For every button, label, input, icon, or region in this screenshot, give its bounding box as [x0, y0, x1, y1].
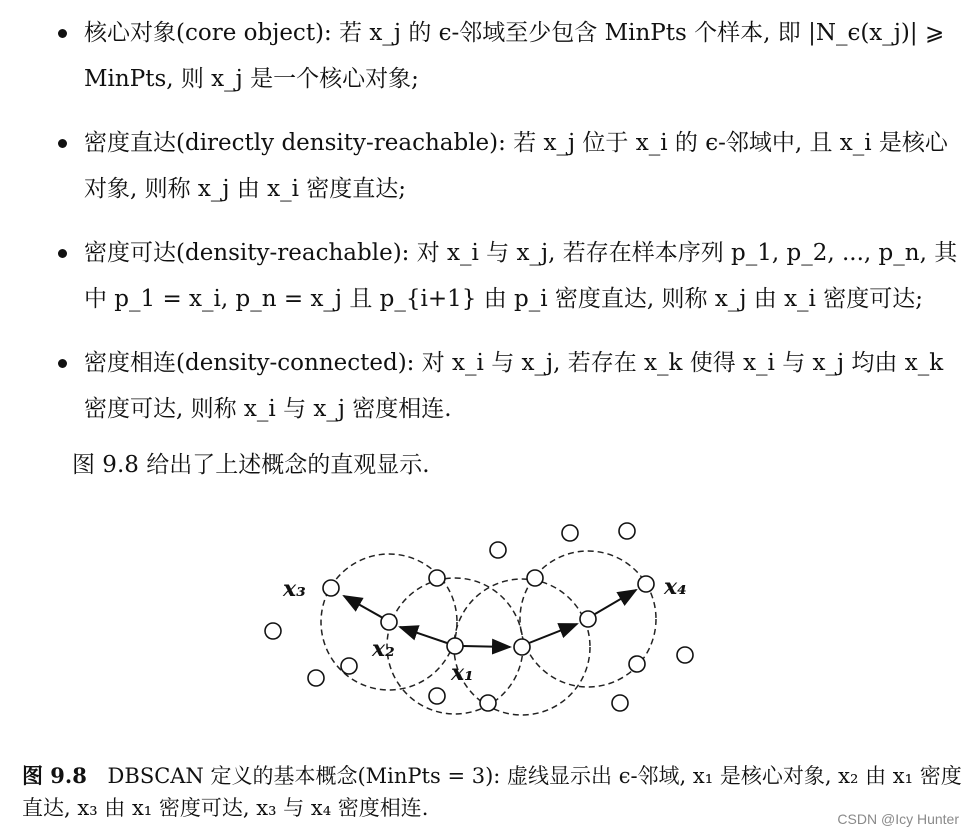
figure-reference-paragraph: 图 9.8 给出了上述概念的直观显示. [72, 452, 430, 478]
arrow-x1-to-p [463, 646, 510, 647]
caption-text: DBSCAN 定义的基本概念(MinPts = 3): 虚线显示出 ϵ-邻域, x₁ 是核心对象, x₂ 由 x₁ 密度直达, x₃ 由 x₁ 密度可达, x₃ 与 x₄ 密度相连. [22, 764, 962, 820]
sample-point [490, 542, 506, 558]
label-x1: x₁ [451, 660, 474, 686]
sample-point [429, 688, 445, 704]
bullet-icon [58, 359, 67, 368]
point-x4 [638, 576, 654, 592]
label-x3: x₃ [283, 576, 306, 602]
caption-label: 图 9.8 [22, 763, 87, 788]
sample-point [429, 570, 445, 586]
definition-density-connected [58, 340, 958, 432]
definition-text: 核心对象(core object): 若 x_j 的 ϵ-邻域至少包含 MinPts 个样本, 即 |N_ϵ(x_j)| ⩾ MinPts, 则 x_j 是一个核心对象; [84, 20, 945, 92]
arrow-q-to-x4 [595, 590, 636, 614]
arrow-x1-to-x2 [400, 627, 447, 643]
arrow-p-to-q [529, 624, 577, 643]
point-p [514, 639, 530, 655]
sample-point [612, 695, 628, 711]
sample-point [308, 670, 324, 686]
definition-density-reachable [58, 230, 958, 322]
sample-point [677, 647, 693, 663]
label-x4: x₄ [664, 574, 687, 600]
figure-caption [22, 760, 962, 824]
sample-point [619, 523, 635, 539]
bullet-icon [58, 139, 67, 148]
sample-point [527, 570, 543, 586]
sample-point [480, 695, 496, 711]
dbscan-figure [0, 500, 973, 740]
point-x1 [447, 638, 463, 654]
sample-point [629, 656, 645, 672]
label-x2: x₂ [372, 636, 395, 662]
watermark: CSDN @Icy Hunter [837, 811, 959, 827]
point-q [580, 611, 596, 627]
definition-text: 密度可达(density-reachable): 对 x_i 与 x_j, 若存在样本序列 p_1, p_2, ..., p_n, 其中 p_1 = x_i, p_n = x_j 且 p_{i+1} 由 p_i 密度直达, 则称 x_j 由 x_i 密度可达; [84, 240, 958, 312]
definition-text: 密度相连(density-connected): 对 x_i 与 x_j, 若存在 x_k 使得 x_i 与 x_j 均由 x_k 密度可达, 则称 x_i 与 x_j 密度相连. [84, 350, 944, 422]
definition-list [58, 10, 958, 450]
definition-text: 密度直达(directly density-reachable): 若 x_j 位于 x_i 的 ϵ-邻域中, 且 x_i 是核心对象, 则称 x_j 由 x_i 密度直达; [84, 130, 948, 202]
bullet-icon [58, 249, 67, 258]
bullet-icon [58, 29, 67, 38]
dbscan-diagram [0, 500, 973, 740]
sample-point [562, 525, 578, 541]
sample-point [265, 623, 281, 639]
arrow-x2-to-x3 [344, 596, 383, 618]
point-x2 [381, 614, 397, 630]
definition-core-object [58, 10, 958, 102]
definition-directly-density-reachable [58, 120, 958, 212]
sample-point [341, 658, 357, 674]
point-x3 [323, 580, 339, 596]
